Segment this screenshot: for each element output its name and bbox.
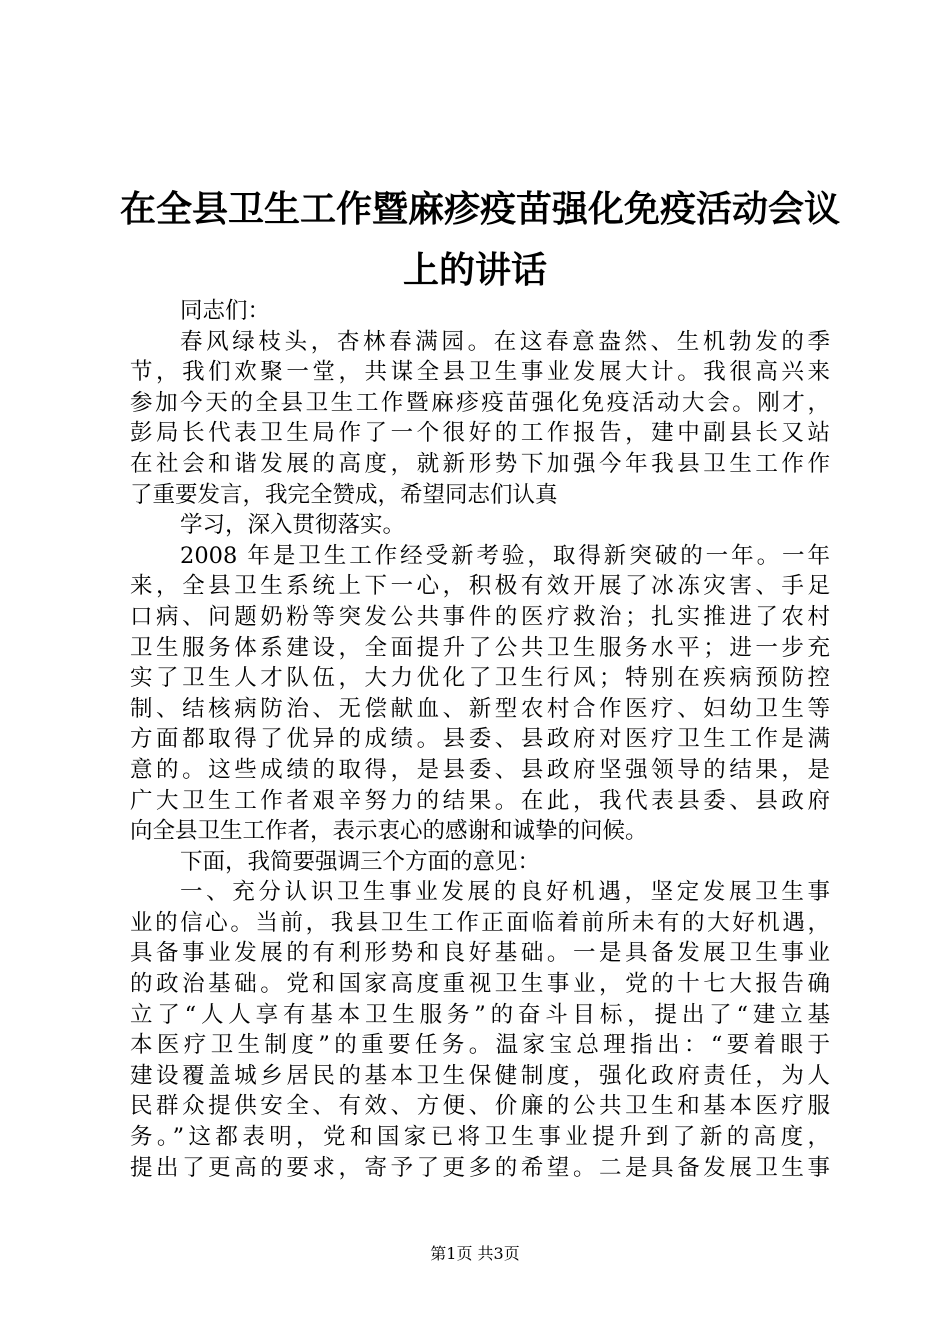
body-line: 方面都取得了优异的成绩。县委、县政府对医疗卫生工作是满: [130, 726, 830, 753]
body-line: 学习，深入贯彻落实。: [180, 512, 406, 539]
body-line: 了重要发言，我完全赞成，希望同志们认真: [130, 481, 558, 508]
body-line: 务。”这都表明，党和国家已将卫生事业提升到了新的高度，: [130, 1124, 830, 1151]
body-line: 在社会和谐发展的高度，就新形势下加强今年我县卫生工作作: [130, 450, 830, 477]
body-line: 具备事业发展的有利形势和良好基础。一是具备发展卫生事业: [130, 940, 830, 967]
body-line: 广大卫生工作者艰辛努力的结果。在此，我代表县委、县政府: [130, 787, 830, 814]
body-line: 参加今天的全县卫生工作暨麻疹疫苗强化免疫活动大会。刚才，: [130, 389, 830, 416]
body-line: 意的。这些成绩的取得，是县委、县政府坚强领导的结果，是: [130, 756, 830, 783]
body-line: 提出了更高的要求，寄予了更多的希望。二是具备发展卫生事: [130, 1154, 830, 1181]
body-line: 业的信心。当前，我县卫生工作正面临着前所未有的大好机遇，: [130, 909, 830, 936]
body-line: 来，全县卫生系统上下一心，积极有效开展了冰冻灾害、手足: [130, 573, 830, 600]
body-line: 向全县卫生工作者，表示衷心的感谢和诚挚的问候。: [130, 818, 648, 845]
body-line: 本医疗卫生制度”的重要任务。温家宝总理指出：“要着眼于: [130, 1032, 830, 1059]
body-line: 彭局长代表卫生局作了一个很好的工作报告，建中副县长又站: [130, 420, 830, 447]
body-line: 立了“人人享有基本卫生服务”的奋斗目标，提出了“建立基: [130, 1001, 830, 1028]
body-line: 春风绿枝头，杏林春满园。在这春意盎然、生机勃发的季: [180, 328, 830, 355]
body-line: 卫生服务体系建设，全面提升了公共卫生服务水平；进一步充: [130, 634, 830, 661]
document-body: [130, 296, 830, 1183]
page-footer: 第1页 共3页: [430, 1244, 520, 1263]
body-line: 制、结核病防治、无偿献血、新型农村合作医疗、妇幼卫生等: [130, 695, 830, 722]
document-title-line-2: 上的讲话: [402, 249, 547, 291]
body-line: 民群众提供安全、有效、方便、价廉的公共卫生和基本医疗服: [130, 1093, 830, 1120]
document-title-line-1: 在全县卫生工作暨麻疹疫苗强化免疫活动会议: [120, 188, 841, 230]
body-line: 口病、问题奶粉等突发公共事件的医疗救治；扎实推进了农村: [130, 603, 830, 630]
body-line: 节，我们欢聚一堂，共谋全县卫生事业发展大计。我很高兴来: [130, 359, 830, 386]
body-line: 实了卫生人才队伍，大力优化了卫生行风；特别在疾病预防控: [130, 665, 830, 692]
body-line: 建设覆盖城乡居民的基本卫生保健制度，强化政府责任，为人: [130, 1062, 830, 1089]
body-line: 下面，我简要强调三个方面的意见：: [180, 848, 541, 875]
body-line: 同志们：: [180, 298, 271, 324]
body-line: 的政治基础。党和国家高度重视卫生事业，党的十七大报告确: [130, 971, 830, 998]
body-line: 2008 年是卫生工作经受新考验，取得新突破的一年。一年: [180, 542, 830, 569]
body-line: 一、充分认识卫生事业发展的良好机遇，坚定发展卫生事: [180, 879, 830, 906]
